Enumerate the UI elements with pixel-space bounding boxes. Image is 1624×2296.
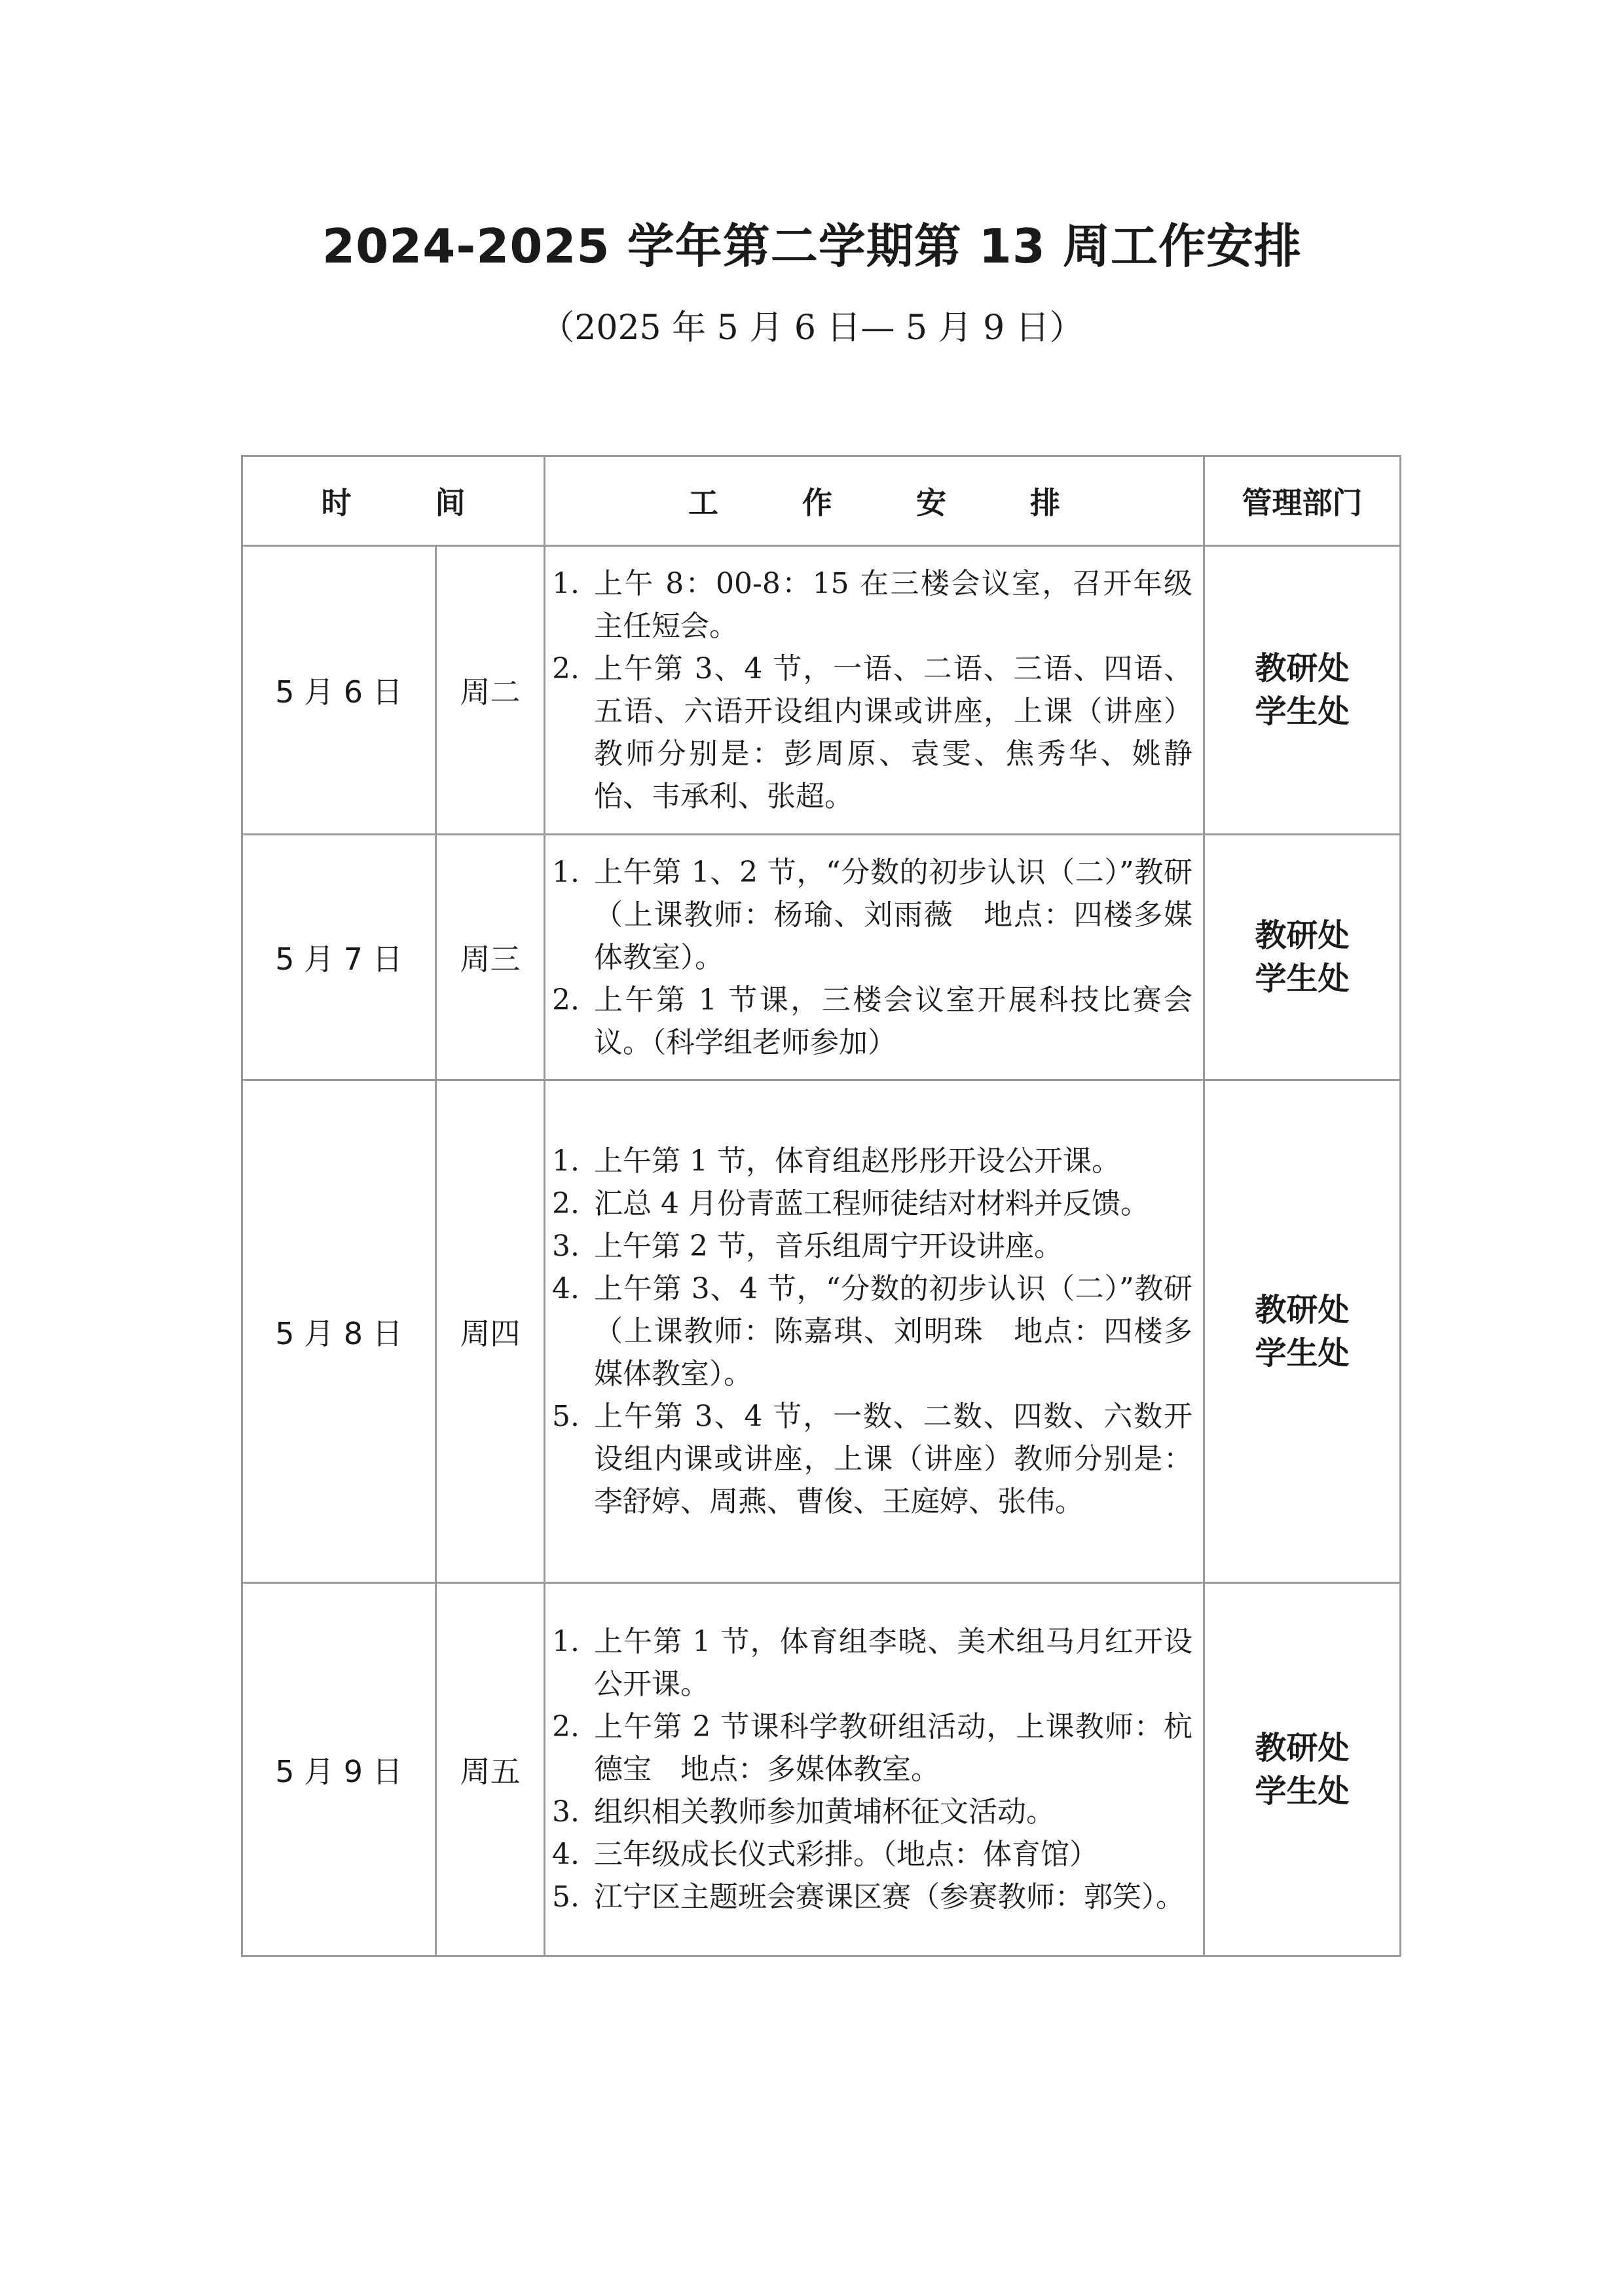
weekday-cell: 周三	[436, 835, 545, 1080]
tasks-cell	[545, 546, 1204, 835]
date-cell: 5 月 8 日	[242, 1080, 436, 1583]
task-text: 组织相关教师参加黄埔杯征文活动。	[594, 1795, 1056, 1829]
task-list	[552, 1140, 1192, 1523]
task-text: 江宁区主题班会赛课区赛（参赛教师：郭笑）。	[594, 1880, 1185, 1914]
task-number: 3.	[552, 1795, 580, 1829]
dept-cell	[1204, 835, 1401, 1080]
task-number: 2.	[552, 983, 580, 1017]
dept-name: 学生处	[1255, 960, 1350, 997]
task-number: 5.	[552, 1400, 580, 1433]
task-item	[552, 647, 1192, 818]
task-number: 4.	[552, 1272, 580, 1305]
table-row	[242, 1080, 1401, 1583]
task-text: 上午第 2 节课科学教研组活动，上课教师：杭德宝 地点：多媒体教室。	[594, 1710, 1193, 1786]
task-text: 上午 8：00-8：15 在三楼会议室，召开年级主任短会。	[594, 567, 1193, 643]
dept-cell	[1204, 1583, 1401, 1956]
task-item	[552, 1833, 1192, 1876]
table-row	[242, 835, 1401, 1080]
task-number: 5.	[552, 1880, 580, 1914]
task-item	[552, 1267, 1192, 1395]
weekday-cell: 周二	[436, 546, 545, 835]
dept-name: 学生处	[1255, 1334, 1350, 1372]
task-item	[552, 1182, 1192, 1225]
task-text: 上午第 3、4 节，一语、二语、三语、四语、五语、六语开设组内课或讲座，上课（讲座）教师分别是：彭周原、袁雯、焦秀华、姚静怡、韦承利、张超。	[594, 652, 1193, 813]
tasks-cell	[545, 835, 1204, 1080]
dept-name: 教研处	[1255, 650, 1350, 687]
task-item	[552, 1876, 1192, 1918]
weekday-cell: 周五	[436, 1583, 545, 1956]
task-text: 上午第 3、4 节，“分数的初步认识（二）”教研（上课教师：陈嘉琪、刘明珠 地点：四楼多媒体教室）。	[594, 1272, 1193, 1391]
date-cell: 5 月 6 日	[242, 546, 436, 835]
task-text: 上午第 3、4 节，一数、二数、四数、六数开设组内课或讲座，上课（讲座）教师分别是：李舒婷、周燕、曹俊、王庭婷、张伟。	[594, 1400, 1193, 1518]
dept-name: 教研处	[1255, 917, 1350, 954]
task-number: 1.	[552, 567, 580, 600]
task-text: 上午第 1 节，体育组赵彤彤开设公开课。	[594, 1144, 1120, 1178]
dept-cell	[1204, 546, 1401, 835]
tasks-cell	[545, 1080, 1204, 1583]
task-item	[552, 562, 1192, 647]
date-range-subtitle: （2025 年 5 月 6 日— 5 月 9 日）	[540, 308, 1084, 348]
task-list	[552, 851, 1192, 1064]
task-number: 2.	[552, 652, 580, 685]
schedule-table	[241, 455, 1401, 1957]
task-number: 1.	[552, 855, 580, 889]
date-cell: 5 月 7 日	[242, 835, 436, 1080]
weekday-cell: 周四	[436, 1080, 545, 1583]
tasks-cell	[545, 1583, 1204, 1956]
task-number: 1.	[552, 1625, 580, 1658]
task-number: 3.	[552, 1230, 580, 1263]
task-text: 三年级成长仪式彩排。（地点：体育馆）	[594, 1838, 1099, 1871]
header-time: 时 间	[242, 456, 545, 546]
task-item	[552, 1395, 1192, 1523]
task-number: 4.	[552, 1838, 580, 1871]
task-item	[552, 1140, 1192, 1182]
header-work: 工 作 安 排	[545, 456, 1204, 546]
task-item	[552, 1225, 1192, 1267]
header-dept: 管理部门	[1204, 456, 1401, 546]
table-row	[242, 546, 1401, 835]
task-item	[552, 1620, 1192, 1705]
dept-name: 学生处	[1255, 1772, 1350, 1810]
task-text: 上午第 2 节，音乐组周宁开设讲座。	[594, 1230, 1063, 1263]
page-title: 2024-2025 学年第二学期第 13 周工作安排	[322, 219, 1302, 274]
task-item	[552, 851, 1192, 979]
task-text: 上午第 1 节课，三楼会议室开展科技比赛会议。（科学组老师参加）	[594, 983, 1193, 1059]
task-text: 上午第 1、2 节，“分数的初步认识（二）”教研（上课教师：杨瑜、刘雨薇 地点：四楼多媒体教室）。	[594, 855, 1193, 974]
dept-name: 学生处	[1255, 693, 1350, 730]
table-row	[242, 1583, 1401, 1956]
date-cell: 5 月 9 日	[242, 1583, 436, 1956]
dept-name: 教研处	[1255, 1729, 1350, 1766]
dept-name: 教研处	[1255, 1291, 1350, 1328]
task-text: 汇总 4 月份青蓝工程师徒结对材料并反馈。	[594, 1187, 1149, 1220]
task-item	[552, 979, 1192, 1064]
task-list	[552, 562, 1192, 818]
task-item	[552, 1791, 1192, 1833]
header-row	[242, 456, 1401, 546]
task-list	[552, 1620, 1192, 1918]
dept-cell	[1204, 1080, 1401, 1583]
task-item	[552, 1705, 1192, 1791]
task-text: 上午第 1 节，体育组李晓、美术组马月红开设公开课。	[594, 1625, 1193, 1701]
task-number: 1.	[552, 1144, 580, 1178]
task-number: 2.	[552, 1710, 580, 1743]
task-number: 2.	[552, 1187, 580, 1220]
